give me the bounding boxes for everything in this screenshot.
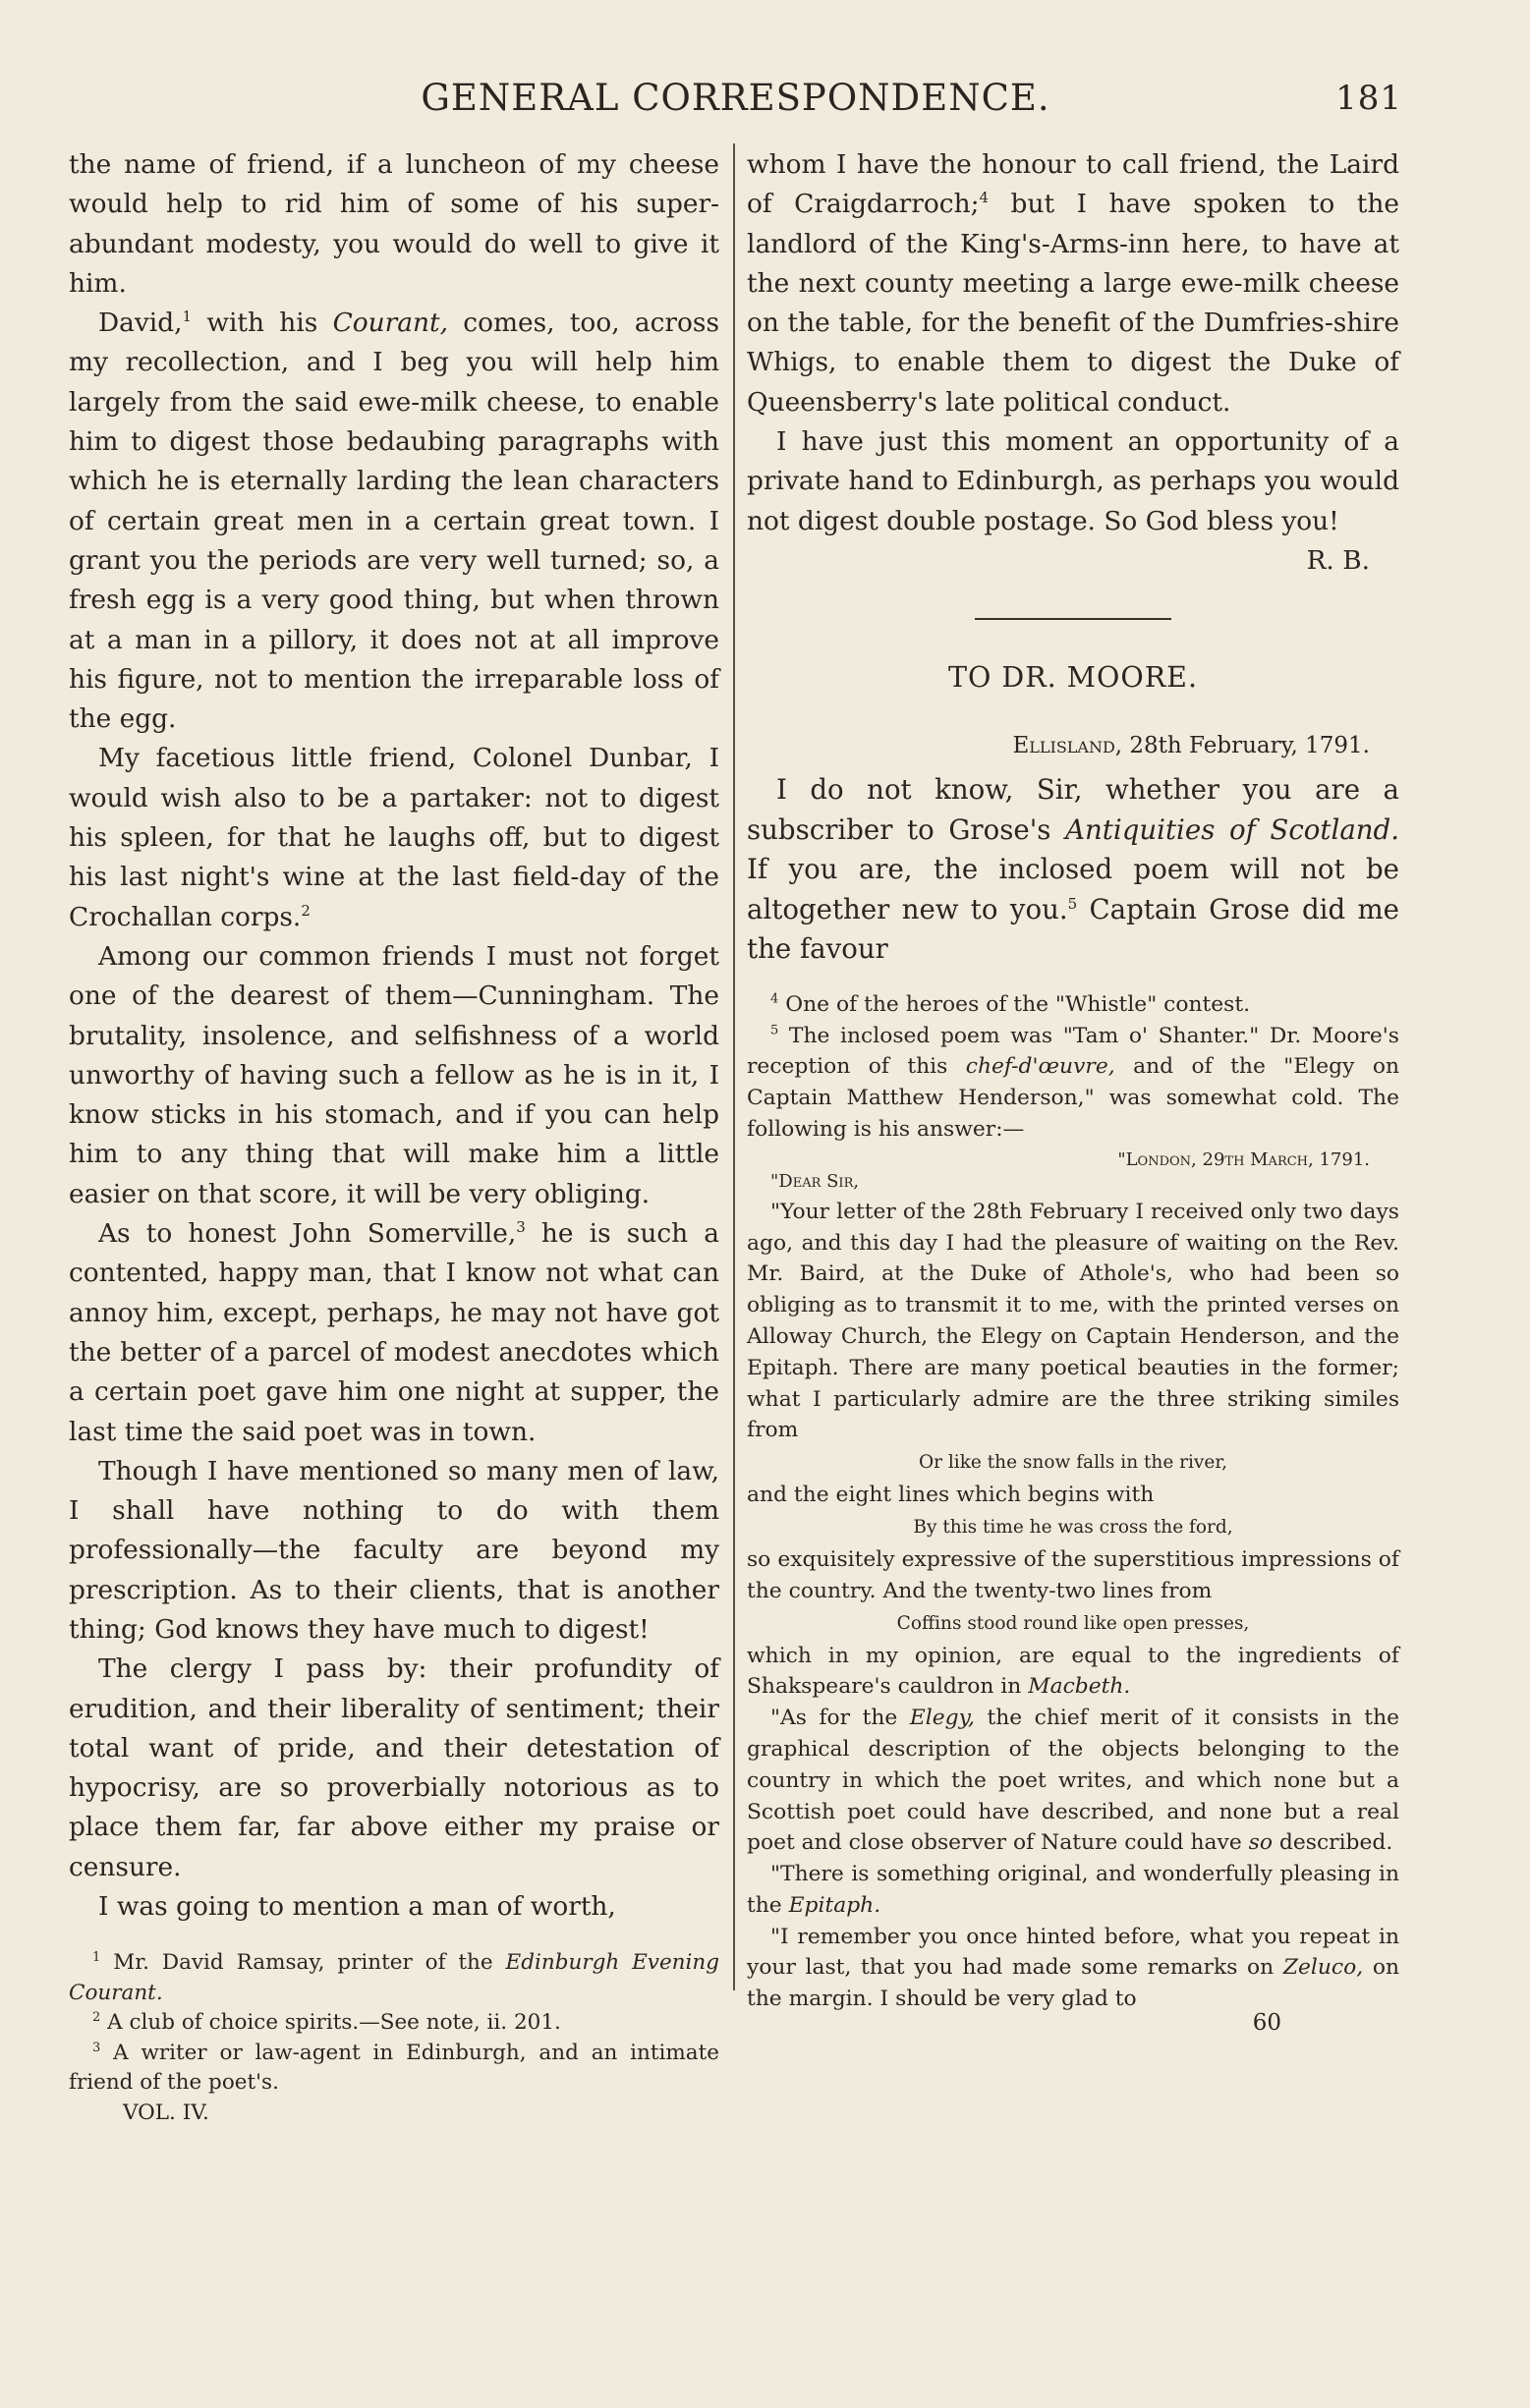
volume-mark: VOL. IV. <box>123 2100 209 2125</box>
footnotes <box>747 989 1399 2035</box>
header-title: GENERAL CORRESPONDENCE. <box>421 77 1050 119</box>
paragraph: My facetious little friend, Colonel Dunbar, I would wish also to be a partaker: not to digest his spleen, for that he laughs off, but to digest his last night's wine at the last field-day of the Crochallan corps.$^2$ <box>69 743 719 932</box>
footnote-ref: 4 <box>979 189 990 207</box>
footnote: $^5$ The inclosed poem was "Tam o' Shanter." Dr. Moore's reception of this chef-d'œuvre, and of the "Elegy on Captain Matthew Henderson," was somewhat cold. The following is his answer:— <box>747 1023 1399 1142</box>
page-number: 181 <box>1335 79 1402 118</box>
footnote-ref: 2 <box>301 901 311 920</box>
quoted-verse: Or like the snow falls in the river, <box>918 1452 1228 1474</box>
section-rule <box>975 618 1171 620</box>
signature-mark: 60 <box>1252 2010 1281 2037</box>
paragraph: the name of friend, if a luncheon of my cheese would help to rid him of some of his super-abundant modesty, you would do well to give it him. <box>69 149 719 299</box>
paragraph: Though I have mentioned so many men of law, I shall have nothing to do with them professionally—the faculty are beyond my prescription. As to their clients, that is another thing; God knows they have much to digest! <box>69 1455 719 1645</box>
left-column <box>69 145 719 2128</box>
paragraph: I do not know, Sir, whether you are a subscriber to Grose's Antiquities of Scotland. If you are, the inclosed poem will not be altogether new to you.$^5$ Captain Grose did me the favour <box>747 773 1399 966</box>
quoted-letter-text: "There is something original, and wonderfully pleasing in the Epitaph. <box>747 1862 1399 1918</box>
paragraph: David,$^1$ with his Courant, comes, too, across my recollection, and I beg you will help him largely from the said ewe-milk cheese, to enable him to digest those bedaubing paragraphs with which he is eternally larding the lean characters of certain great men in a certain great town. I grant you the periods are very well turned; so, a fresh egg is a very good thing, but when thrown at a man in a pillory, it does not at all improve his figure, not to mention the irreparable loss of the egg. <box>69 308 719 735</box>
quoted-letter-text: "I remember you once hinted before, what you repeat in your last, that you had made some remarks on Zeluco, on the margin. I should be very glad to <box>747 1924 1399 2012</box>
quoted-verse: By this time he was cross the ford, <box>913 1516 1233 1538</box>
footnote: $^2$ A club of choice spirits.—See note, ii. 201. <box>92 2010 561 2036</box>
letter-title: TO DR. MOORE. <box>947 661 1199 695</box>
footnote: $^3$ A writer or law-agent in Edinburgh, and an intimate friend of the poet's. <box>69 2040 719 2096</box>
quoted-letter-text: so exquisitely expressive of the superstitious impressions of the country. And the twenty-two lines from <box>747 1546 1399 1603</box>
footnote-ref: 3 <box>516 1218 526 1237</box>
paragraph: Among our common friends I must not forget one of the dearest of them—Cunningham. The brutality, insolence, and selfishness of a world unworthy of having such a fellow as he is in it, I know sticks in his stomach, and if you can help him to any thing that will make him a little easier on that score, it will be very obliging. <box>69 940 719 1209</box>
column-divider <box>733 143 735 1990</box>
quoted-letter-salutation: "Dear Sir, <box>770 1170 860 1192</box>
signature: R. B. <box>1306 544 1370 576</box>
quoted-letter-text: "Your letter of the 28th February I received only two days ago, and this day I had the pleasure of waiting on the Rev. Mr. Baird, at the Duke of Athole's, who had been so obliging as to transmit it to me, with the printed verses on Alloway Church, the Elegy on Captain Henderson, and the Epitaph. There are many poetical beauties in the former; what I particularly admire are the three striking similes from <box>747 1199 1399 1443</box>
paragraph: As to honest John Somerville,$^3$ he is such a contented, happy man, that I know not what can annoy him, except, perhaps, he may not have got the better of a parcel of modest anecdotes which a certain poet gave him one night at supper, the last time the said poet was in town. <box>69 1218 719 1447</box>
paragraph: The clergy I pass by: their profundity of erudition, and their liberality of sentiment; their total want of pride, and their detestation of hypocrisy, are so proverbially notorious as to place them far, far above either my praise or censure. <box>69 1653 719 1882</box>
paragraph: whom I have the honour to call friend, the Laird of Craigdarroch;$^4$ but I have spoken to the landlord of the King's-Arms-inn here, to have at the next county meeting a large ewe-milk cheese on the table, for the benefit of the Dumfries-shire Whigs, to enable them to digest the Duke of Queensberry's late political conduct. <box>747 149 1400 418</box>
quoted-letter-text: and the eight lines which begins with <box>747 1483 1155 1508</box>
quoted-letter-text: "As for the Elegy, the chief merit of it consists in the graphical description of the objects belonging to the country in which the poet writes, and which none but a Scottish poet could have described, and none but a real poet and close observer of Nature could have so described. <box>747 1706 1400 1856</box>
running-header <box>69 77 1402 128</box>
footnote-ref: 1 <box>182 308 193 326</box>
footnotes <box>69 1948 719 2128</box>
footnote-ref: 5 <box>1067 894 1078 913</box>
letter-dateline: Ellisland, 28th February, 1791. <box>1012 733 1370 759</box>
quoted-letter-dateline: "London, 29th March, 1791. <box>1117 1148 1370 1170</box>
right-column <box>747 145 1399 2057</box>
quoted-letter-text: which in my opinion, are equal to the ingredients of Shakspeare's cauldron in Macbeth. <box>747 1643 1399 1700</box>
paragraph: I was going to mention a man of worth, <box>98 1891 616 1923</box>
footnote: $^4$ One of the heroes of the "Whistle" contest. <box>770 991 1251 1017</box>
footnote: $^1$ Mr. David Ramsay, printer of the Edinburgh Evening Courant. <box>69 1950 719 2005</box>
quoted-verse: Coffins stood round like open presses, <box>896 1612 1250 1634</box>
paragraph: I have just this moment an opportunity of a private hand to Edinburgh, as perhaps you would not digest double postage. So God bless you! <box>747 426 1399 536</box>
